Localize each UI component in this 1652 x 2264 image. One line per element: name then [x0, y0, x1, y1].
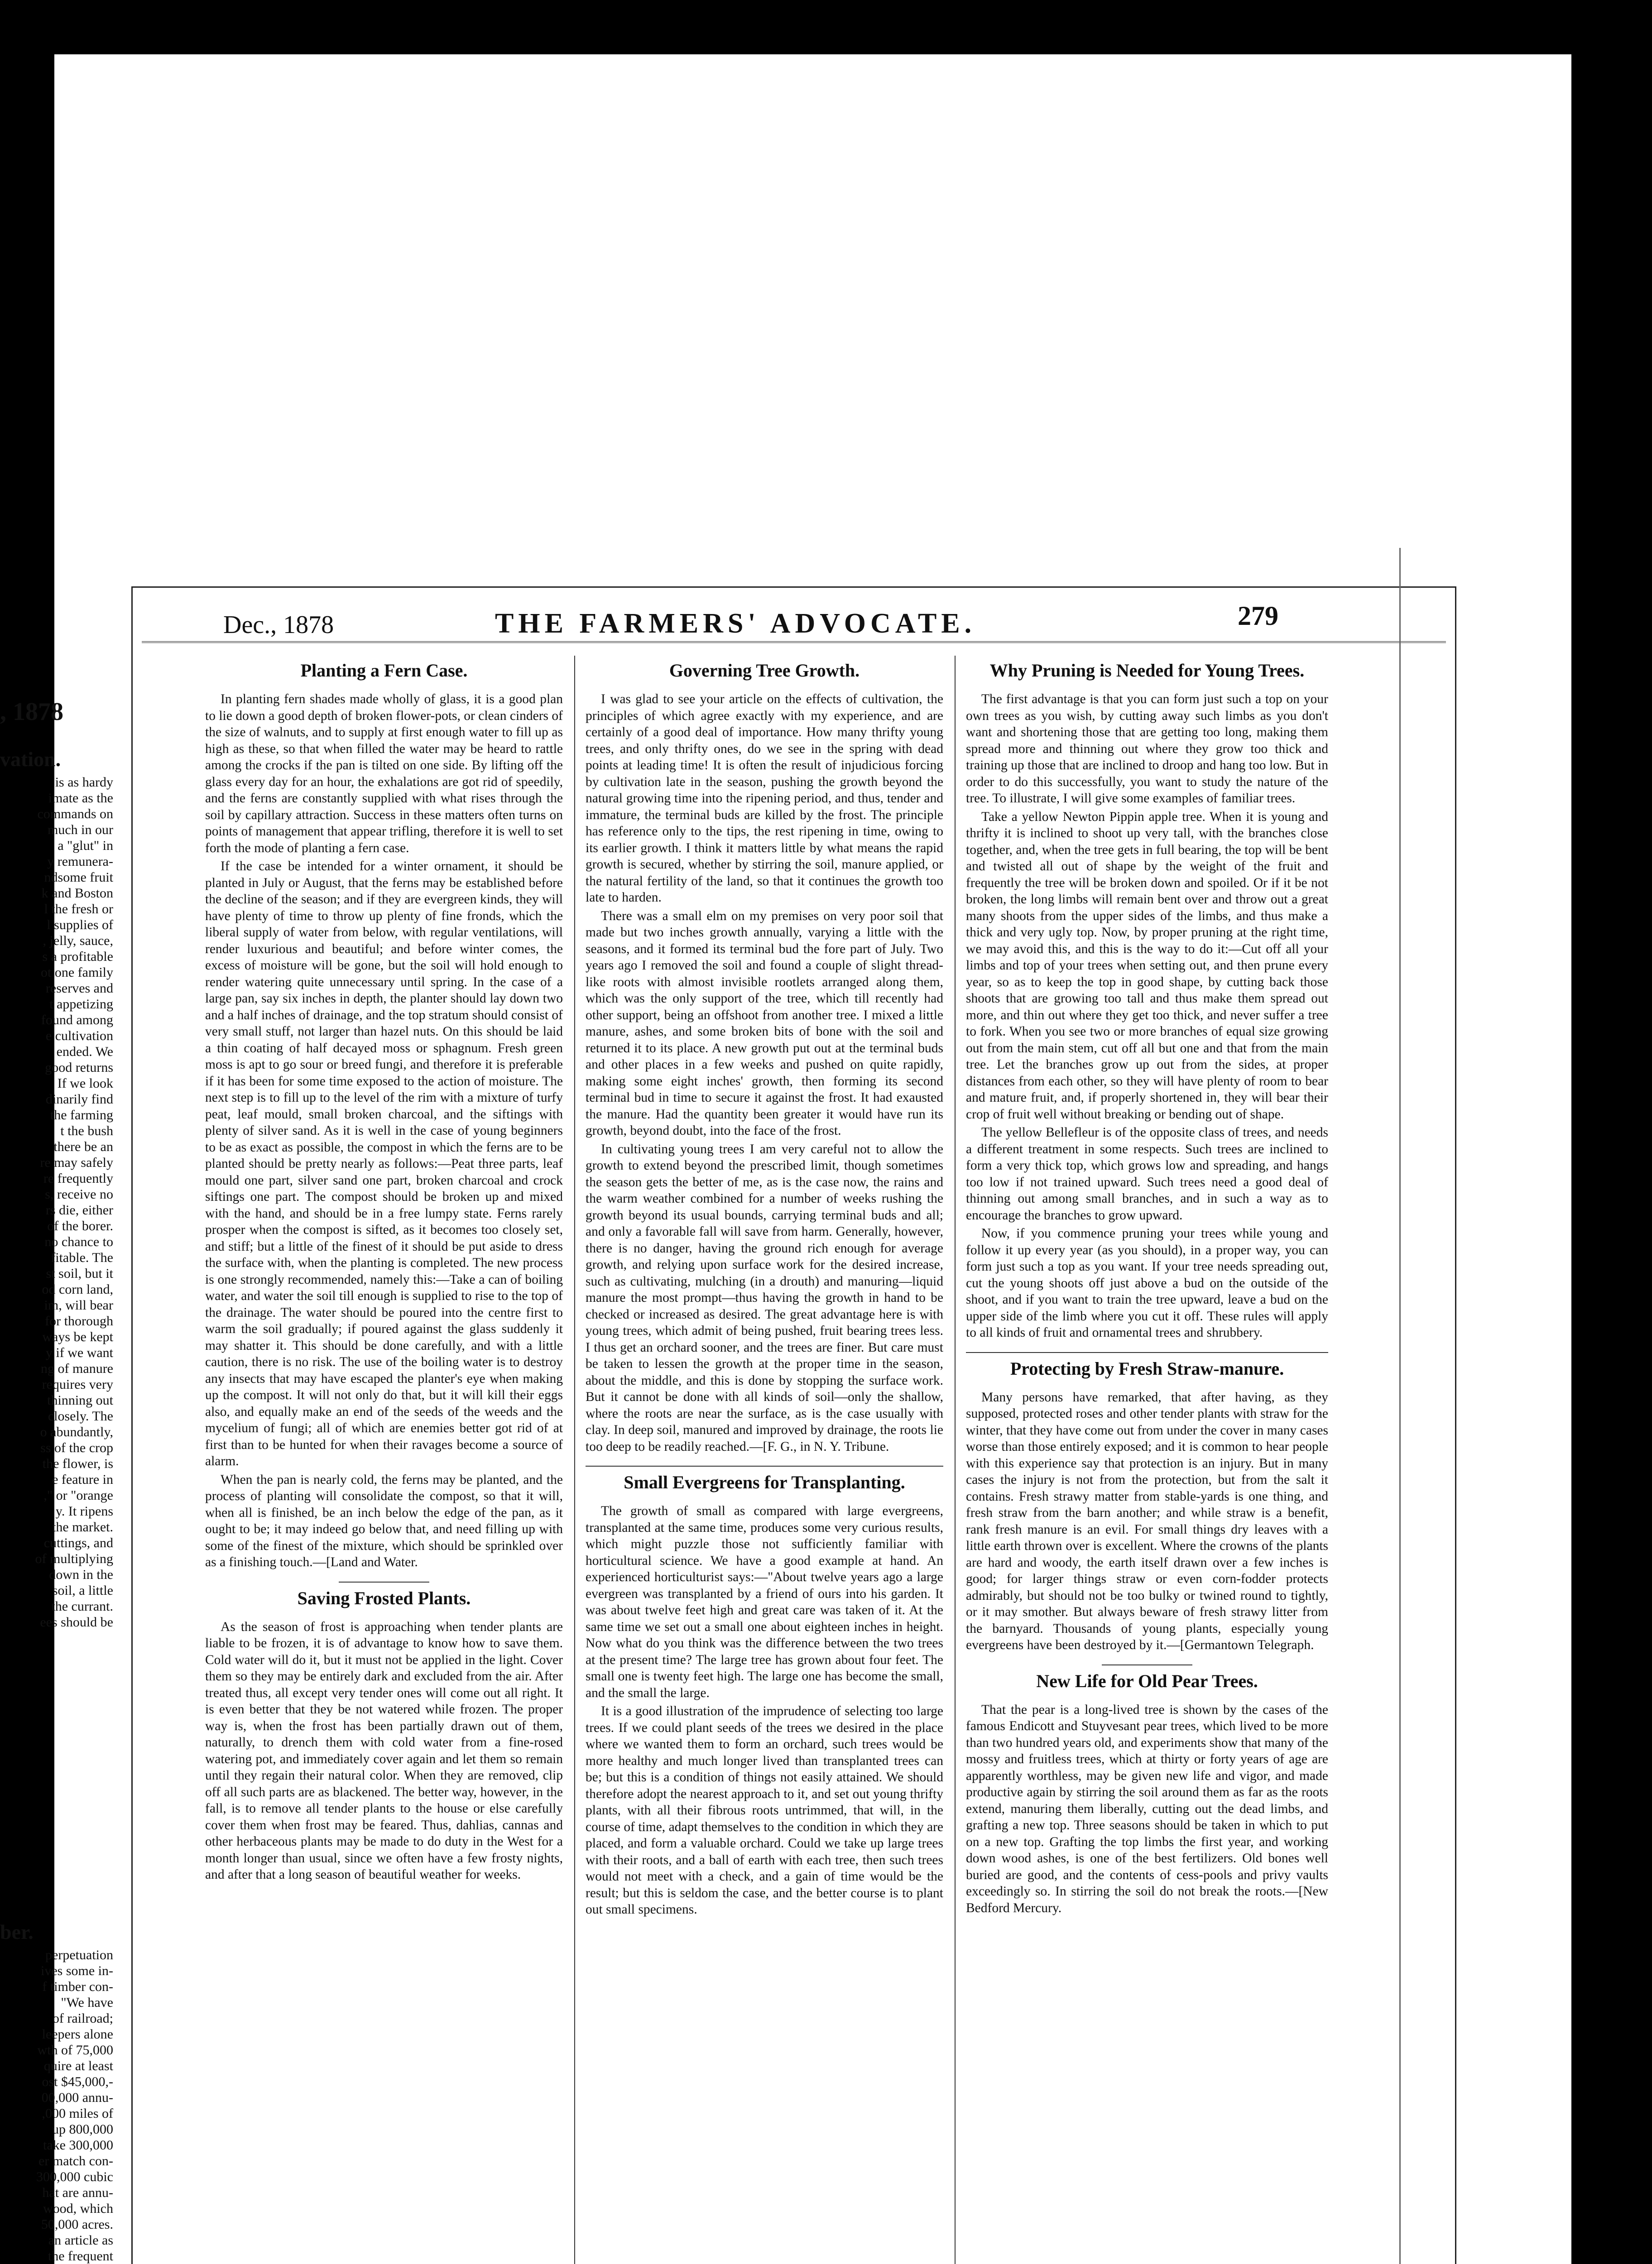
- article-title: Governing Tree Growth.: [669, 660, 860, 681]
- header-rule: [142, 641, 1446, 643]
- article-separator: [339, 1582, 429, 1583]
- article-paragraph: It is a good illustration of the imprudence of selecting too large trees. If we could plant seeds of the trees we desired in the place where we wanted them to form an orchard, such trees would be more healthy and much longer lived than transplanted trees can be; but this is a condition of things not easily attained. We should therefore adopt the nearest approach to it, and set out young thrifty plants, with all their fibrous roots untrimmed, that will, in the course of time, adapt themselves to the condition in which they are placed, and form a valuable orchard. Could we take up large trees with their roots, and a ball of earth with each tree, then such trees would not meet with a check, and a gain of time would be the result; but this is seldom the case, and the better course is to plant out small specimens.: [586, 1704, 943, 1917]
- article-paragraph: When the pan is nearly cold, the ferns may be planted, and the process of planting will consolidate the compost, so that it will, when all is finished, be an inch below the edge of the pan, as it ought to be; it may indeed go below that, and need filling up with some of the finest of the mixture, which should be sprinkled over as a finishing touch.—[Land and Water.: [205, 1472, 563, 1569]
- article-straw-manure: [966, 1358, 1328, 1654]
- adjacent-section-text-2: perpetuation ives some in- f timber con- "We have of railroad; leepers alone wth of 75,000 quire at least ost $45,000,- 00,000 annu- ,000 miles of up 800,000 take 300,000 er match con- 300,000 cubic hat are annu- wood, which 50,000 acres. an article as the frequent: [36, 1947, 113, 2264]
- article-paragraph: As the season of frost is approaching when tender plants are liable to be frozen, it is of advantage to know how to save them. Cold water will do it, but it must not be applied in the light. Cover them so they may be entirely dark and excluded from the air. After treated thus, all except very tender ones will come out all right. It is even better that they be not watered while frozen. The proper way is, when the frost has been partially drawn out of them, naturally, to drench them with cold water from a fine-rosed watering pot, and immediately cover again and let them so remain until they regain their natural color. When they are removed, clip off all such parts are as blackened. The better way, however, in the fall, is to remove all tender plants to the house or else carefully cover them when frost may be feared. Thus, dahlias, cannas and other herbaceous plants may be made to do duty in the West for a month longer than usual, since we often have a few frosty nights, and after that a long season of beautiful weather for weeks.: [205, 1619, 563, 1882]
- issue-date: Dec., 1878: [223, 611, 334, 639]
- column-divider: [574, 656, 575, 2264]
- article-separator: [1102, 1664, 1192, 1665]
- article-paragraph: Take a yellow Newton Pippin apple tree. When it is young and thrifty it is inclined to shoot up very tall, with the branches close together, and, when the tree gets in full bearing, the top will be bent and twisted all out of shape by the weight of the fruit and frequently the tree will be broken down and spoiled. Or if it be not broken, the long limbs will remain bent over and throw out a great many shoots from the upper sides of the limbs, and thus make a thick and very ugly top. Now, by proper pruning at the right time, we may avoid this, and this is the way to do it:—Cut off all your limbs and top of your trees when setting out, and then prune every year, so as to keep the top in good shape, by cutting back those shoots that are growing too tall and thus make them spread out more, and thin out where they get too thick, and never suffer a tree to fork. When you see two or more branches of equal size growing out from the main stem, cut off all but one and that from the main tree. Let the branches grow up out from the sides, at proper distances from each other, so they will have plenty of room to bear and mature fruit, and, if properly shortened in, they will bear their crop of fruit well without breaking or bending out of shape.: [966, 809, 1328, 1122]
- article-paragraph: There was a small elm on my premises on very poor soil that made but two inches growth annually, varying a little with the seasons, and it formed its terminal bud the fore part of July. Two years ago I removed the soil and found a couple of slight thread-like roots with almost invisible rootlets arranged along them, which was the only support of the tree, which till recently had other support, being an offshoot from another tree. I mixed a little manure, ashes, and some broken bits of bone with the soil and returned it to its place. A new growth put out at the terminal buds and other places in a few weeks and pushed on quite rapidly, making some eight inches' growth, then forming its second terminal bud in time to secure it against the frost. It had exausted the manure. Had the quantity been greater it would have run its growth, beyond doubt, into the face of the frost.: [586, 908, 943, 1138]
- adjacent-section-heading-2: ber.: [0, 1920, 34, 1943]
- column-3: [966, 656, 1328, 2264]
- adjacent-page-year: , 1878: [0, 698, 63, 726]
- article-title: Saving Frosted Plants.: [297, 1588, 471, 1608]
- page-edge-line: [1399, 548, 1401, 2264]
- article-title: Protecting by Fresh Straw-manure.: [1010, 1358, 1284, 1379]
- adjacent-section-heading: vation.: [0, 748, 61, 771]
- article-title: Planting a Fern Case.: [300, 660, 468, 681]
- column-divider: [955, 656, 956, 2264]
- column-1: [205, 656, 563, 2264]
- article-paragraph: If the case be intended for a winter ornament, it should be planted in July or August, that the ferns may be established before the decline of the season; and if they are evergreen kinds, they will have plenty of time to throw up plenty of fine fronds, which the liberal supply of water from below, with regular ventilations, will render luxurious and beautiful; and before winter comes, the excess of moisture will be gone, but the soil will hold enough to render watering quite unnecessary until spring. In the case of a large pan, say six inches in depth, the planter should lay down two and a half inches of drainage, and the top stratum should consist of very small stuff, not larger than hazel nuts. On this should be laid a thin coating of half decayed moss or sphagnum. Fresh green moss is apt to go sour or breed fungi, and therefore it is preferable if it has been for some time exposed to the action of moisture. The next step is to fill up to the level of the rim with a mixture of turfy peat, leaf mould, small broken charcoal, and the siftings with plenty of silver sand. As it is well in the case of young beginners to be as exact as possible, the compost in which the ferns are to be planted should be pretty nearly as follows:—Peat three parts, leaf mould one part, silver sand one part, broken charcoal and crock siftings one part. The compost should be broken up and mixed with the hand, and should be in a free lumpy state. Ferns rarely prosper when the compost is sifted, as it becomes too closely set, and stiff; but a little of the finest of it should be put aside to dress the surface with, when the planting is completed. The new process is one strongly recommended, namely this:—Take a can of boiling water, and water the soil till enough is supplied to rise to the top of the drainage. The water should be poured into the centre first to warm the soil gradually; if poured against the glass suddenly it may shatter it. This should be done carefully, and with a little caution, there is no risk. The use of the boiling water is to destroy any insects that may have escaped the planter's eye when making up the compost. It will not only do that, but it will kill their eggs also, and equally make an end of the seeds of the weeds and the mycelium of fungi; all of which are enemies better got rid of at first than to be hunted for when their ravages become a source of alarm.: [205, 859, 563, 1468]
- adjacent-section-text: is as hardy imate as the commands on much in our a "glut" in y remunera- ndsome fruit k and Boston l the fresh or l supplies of , jelly, sauce, s a profitable ot one family reserves and t appetizing found among e cultivation ended. We good returns If we look dinarily find the farming t the bush there be an re may safely re frequently s, receive no rs die, either of the borer. no chance to fitable. The st soil, but it od corn land, im, will bear for thorough ways be kept y if we want ng of manure requires very thinning out closely. The o abundantly, ss of the crop the flower, is e feature in ," or "orange y. It ripens the market. cuttings, and of multiplying down in the soil, a little the currant. ees should be: [35, 775, 113, 1630]
- masthead-title: THE FARMERS' ADVOCATE.: [495, 608, 976, 639]
- article-tree-growth: [586, 660, 943, 1455]
- article-paragraph: I was glad to see your article on the effects of cultivation, the principles of which agree exactly with my experience, and are certainly of a good deal of importance. How many thrifty young trees, and only thrifty ones, do we see in the spring with dead points at leading time! It is often the result of injudicious forcing by cultivation late in the season, pushing the growth beyond the natural growing time into the ripening period, and thus, tender and immature, the terminal buds are killed by the frost. The principle has reference only to the tips, the rest ripening in time, owing to its earlier growth. I think it matters little by what means the rapid growth is secured, whether by stirring the soil, manure applied, or the natural fertility of the land, so that it continues the growth too late to harden.: [586, 692, 943, 905]
- article-title: Small Evergreens for Transplanting.: [624, 1472, 905, 1492]
- article-paragraph: In planting fern shades made wholly of glass, it is a good plan to lie down a good depth of broken flower-pots, or clean cinders of the size of walnuts, and to supply at first enough water to fill up as high as these, so that when filled the water may be heard to rattle among the crocks if the pan is tilted on one side. By lifting off the glass every day for an hour, the exhalations are got rid of speedily, and the ferns are constantly supplied with what rises through the soil by capillary attraction. Success in these matters often turns on points of management that appear trifling, therefore it is well to set forth the mode of planting a fern case.: [205, 692, 563, 855]
- article-title: Why Pruning is Needed for Young Trees.: [989, 660, 1305, 681]
- article-paragraph: In cultivating young trees I am very careful not to allow the growth to extend beyond the prescribed limit, though sometimes the season gets the better of me, as is the case now, the rains and the warm weather combined for a number of weeks rushing the growth beyond its usual bounds, carrying terminal buds and all; and only a favorable fall will save from harm. Generally, however, there is no danger, having the ground rich enough for average growth, and relying upon surface work for the desired increase, such as cultivating, mulching (in a drouth) and manuring—liquid manure the most prompt—thus having the growth in hand to be checked or increased as desired. The great advantage here is with young trees, which admit of being pushed, fruit bearing trees less. I thus get an orchard sooner, and the trees are finer. But care must be taken to lessen the growth at the proper time in the season, about the middle, and this is done by stopping the surface work. But it cannot be done with all kinds of soil—only the shallow, where the roots are near the surface, as is the case usually with clay. In deep soil, manured and improved by drainage, the roots lie too deep to be readily reached.—[F. G., in N. Y. Tribune.: [586, 1142, 943, 1454]
- article-paragraph: Many persons have remarked, that after having, as they supposed, protected roses and other tender plants with straw for the winter, that they have come out from under the cover in many cases worse than those entirely exposed; and it is common to hear people with this experience say that protection is an injury. But in many cases the injury is not from the protection, but from the salt it contains. Fresh strawy matter from stable-yards is one thing, and fresh straw from the barn another; and while straw is a benefit, rank fresh manure is an evil. For small things dry leaves with a little earth thrown over is excellent. Where the crowns of the plants are hard and woody, the earth itself drawn over a few inches is good; for larger things straw or even corn-fodder protects admirably, but should not be too bulky or twined round to tightly, or it may smother. But always beware of fresh strawy litter from the barnyard. Thousands of young plants, especially young evergreens have been destroyed by it.—[Germantown Telegraph.: [966, 1390, 1328, 1652]
- article-title: New Life for Old Pear Trees.: [1036, 1670, 1258, 1691]
- article-paragraph: The yellow Bellefleur is of the opposite class of trees, and needs a different treatment in some respects. Such trees are inclined to form a very thick top, which grows low and spreading, and hangs too low if not trained upward. Such trees need a good deal of thinning out among small branches, and in such a way as to encourage the branches to grow upward.: [966, 1125, 1328, 1223]
- article-separator: [586, 1466, 943, 1467]
- column-2: [586, 656, 943, 2264]
- article-small-evergreens: [586, 1472, 943, 1918]
- page-number: 279: [1238, 601, 1278, 631]
- article-separator: [966, 1352, 1328, 1353]
- page-header: [133, 588, 1455, 656]
- adjacent-page-fragment: [0, 584, 118, 2264]
- newspaper-page: [131, 586, 1456, 2264]
- article-pear-trees: [966, 1671, 1328, 1917]
- article-paragraph: Now, if you commence pruning your trees while young and follow it up every year (as you should), in a proper way, you can form just such a top as you want. If your tree needs spreading out, cut the young shoots off just above a bud on the outside of the shoot, and if you want to train the tree upward, leave a bud on the upper side of the limb where you cut it off. These rules will apply to all kinds of fruit and ornamental trees and shrubbery.: [966, 1226, 1328, 1340]
- article-paragraph: The first advantage is that you can form just such a top on your own trees as you wish, by cutting away such limbs as you don't want and shortening those that are getting too long, making them spread more and thinning out where they grow too thick and training up those that are inclined to droop and hang too low. But in order to do this successfully, you want to study the nature of the tree. To illustrate, I will give some examples of familiar trees.: [966, 692, 1328, 806]
- article-frosted-plants: [205, 1588, 563, 1883]
- article-paragraph: That the pear is a long-lived tree is shown by the cases of the famous Endicott and Stuyvesant pear trees, which lived to be more than two hundred years old, and experiments show that many of the mossy and fruitless trees, which at thirty or forty years of age are apparently worthless, may be given new life and vigor, and made productive again by stirring the soil around them as far as the roots extend, manuring them liberally, cutting out the dead limbs, and grafting a new top. Three seasons should be taken in which to put on a new top. Grafting the top limbs the first year, and working down wood ashes, is one of the best fertilizers. Old bones well buried are good, and the contents of cess-pools and privy vaults exceedingly so. In stirring the soil do not break the roots.—[New Bedford Mercury.: [966, 1702, 1328, 1915]
- article-pruning: [966, 660, 1328, 1341]
- article-fern-case: [205, 660, 563, 1571]
- article-paragraph: The growth of small as compared with large evergreens, transplanted at the same time, produces some very curious results, which might puzzle those not sufficiently familiar with horticultural science. We have a good example at hand. An experienced horticulturist says:—"About twelve years ago a large evergreen was transplanted by a friend of ours into his garden. It was about twelve feet high and great care was taken of it. At the same time we set out a small one about eighteen inches in height. Now what do you think was the difference between the two trees at the present time? The large tree has grown about four feet. The small one is twenty feet high. The large one has become the small, and the small the large.: [586, 1504, 943, 1700]
